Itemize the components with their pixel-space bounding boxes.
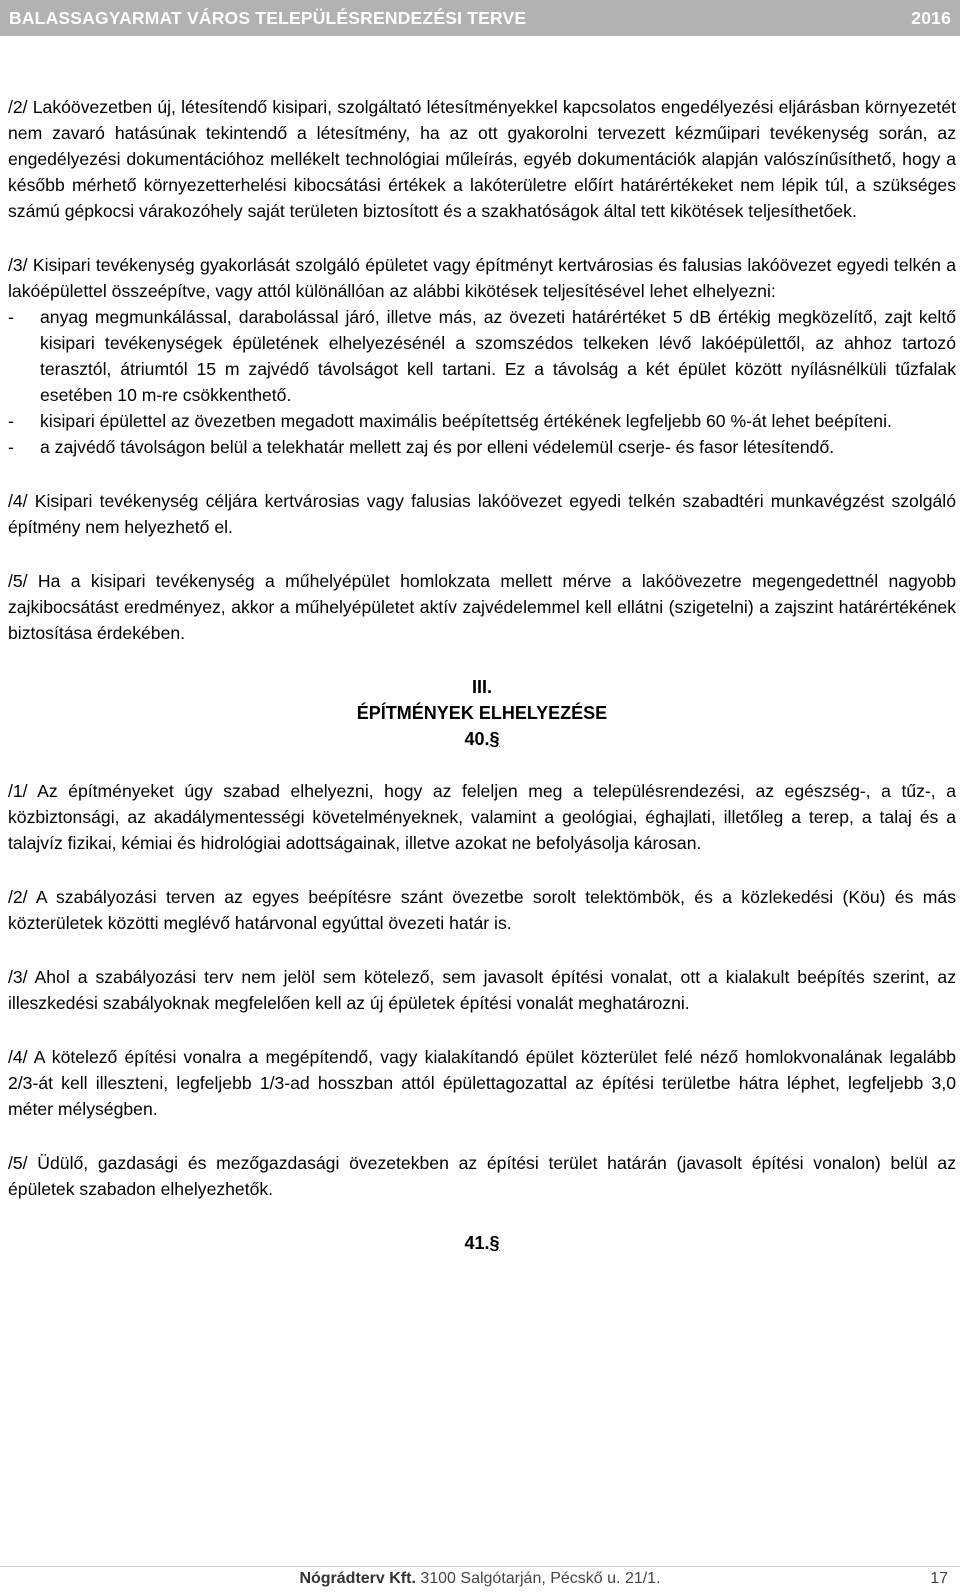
header-year: 2016 bbox=[911, 8, 951, 28]
paragraph-2: /2/ Lakóövezetben új, létesítendő kisipari, szolgáltató létesítményekkel kapcsolatos engedélyezési eljárásban környezetét nem zavaró hatásúnak tekintendő a létesítmény, ha az ott gyakorolni tervezett kézműipari tevékenység során, az engedélyezési dokumentációhoz mellékelt technológiai műleírás, egyéb dokumentációk alapján valószínűsíthető, hogy a később mérhető környezetterhelési kibocsátási értékek a lakóterületre előírt határértékeket nem lépik túl, a szükséges számú gépkocsi várakozóhely saját területen biztosított és a szakhatóságok által tett kikötések teljesíthetőek. bbox=[8, 97, 956, 221]
footer-address: 3100 Salgótarján, Pécskő u. 21/1. bbox=[420, 1570, 661, 1587]
dash-marker: - bbox=[8, 307, 14, 327]
document-footer bbox=[0, 1566, 960, 1591]
list-item: - a zajvédő távolságon belül a telekhatár mellett zaj és por elleni védelemül cserje- és fasor létesítendő. bbox=[8, 434, 956, 460]
footer-company: Nógrádterv Kft. 3100 Salgótarján, Pécskő u. 21/1. bbox=[299, 1570, 661, 1587]
section-paragraph-number: 40.§ bbox=[464, 729, 500, 749]
section-paragraph-3: /3/ Ahol a szabályozási terv nem jelöl sem kötelező, sem javasolt építési vonalat, ott a kialakult beépítés szerint, az illeszkedési szabályoknak megfelelően kell az új épületek építési vonalát meghatározni. bbox=[8, 967, 956, 1013]
paragraph-5: /5/ Ha a kisipari tevékenység a műhelyépület homlokzata mellett mérve a lakóövezetre megengedettnél nagyobb zajkibocsátást eredményez, akkor a műhelyépületet aktív zajvédelemmel kell ellátni (szigetelni) a zajszint határértékének biztosítása érdekében. bbox=[8, 571, 956, 643]
section-paragraph-5: /5/ Üdülő, gazdasági és mezőgazdasági övezetekben az építési terület határán (javasolt építési vonalon) belül az épületek szabadon elhelyezhetők. bbox=[8, 1153, 956, 1199]
list-item: - kisipari épülettel az övezetben megadott maximális beépítettség értékének legfeljebb 60 %-át lehet beépíteni. bbox=[8, 408, 956, 434]
section-paragraph-2: /2/ A szabályozási terven az egyes beépítésre szánt övezetbe sorolt telektömbök, és a közlekedési (Köu) és más közterületek közötti meglévő határvonal egyúttal övezeti határ is. bbox=[8, 887, 956, 933]
page-number: 17 bbox=[930, 1570, 948, 1587]
paragraph-sign: § bbox=[489, 729, 500, 749]
paragraph-3-list bbox=[8, 304, 956, 460]
paragraph-4: /4/ Kisipari tevékenység céljára kertvárosias vagy falusias lakóövezet egyedi telkén szabadtéri munkavégzést szolgáló építmény nem helyezhető el. bbox=[8, 491, 956, 537]
dash-marker: - bbox=[8, 411, 14, 431]
paragraph-3: /3/ Kisipari tevékenység gyakorlását szolgáló épületet vagy építményt kertvárosias és falusias lakóövezet egyedi telkén a lakóépülettel összeépítve, vagy attól különállóan az alábbi kikötések teljesítésével lehet elhelyezni: bbox=[8, 255, 956, 301]
section-title: ÉPÍTMÉNYEK ELHELYEZÉSE bbox=[356, 703, 608, 723]
list-item: - anyag megmunkálással, darabolással járó, illetve más, az övezeti határértéket 5 dB értékig megközelítő, zajt keltő kisipari tevékenységek épületének elhelyezésénél a szomszédos telkeken lévő lakóépülettől, az ahhoz tartozó terasztól, átriumtól 15 m zajvédő távolságot kell tartani. Ez a távolság a két épület között nyílásnélküli tűzfalak esetében 10 m-re csökkenthető. bbox=[8, 304, 956, 408]
document-body bbox=[8, 94, 956, 1256]
header-title: BALASSAGYARMAT VÁROS TELEPÜLÉSRENDEZÉSI TERVE bbox=[9, 8, 527, 28]
section-number: III. bbox=[471, 677, 492, 697]
paragraph-sign: § bbox=[489, 1233, 500, 1253]
next-paragraph-number: 41.§ bbox=[464, 1233, 500, 1253]
section-paragraph-4: /4/ A kötelező építési vonalra a megépítendő, vagy kialakítandó épület közterület felé néző homlokvonalának legalább 2/3-át kell illeszteni, legfeljebb 1/3-ad hosszban attól épülettagozattal az építési területbe hátra léphet, legfeljebb 3,0 méter mélységben. bbox=[8, 1047, 956, 1119]
document-header bbox=[0, 0, 960, 36]
section-paragraph-1: /1/ Az építményeket úgy szabad elhelyezni, hogy az feleljen meg a településrendezési, az egészség-, a tűz-, a közbiztonsági, az akadálymentességi követelményeknek, valamint a geológiai, éghajlati, illetőleg a terep, a talaj és a talajvíz fizikai, kémiai és hidrológiai adottságainak, illetve azokat ne befolyásolja károsan. bbox=[8, 781, 956, 853]
dash-marker: - bbox=[8, 437, 14, 457]
